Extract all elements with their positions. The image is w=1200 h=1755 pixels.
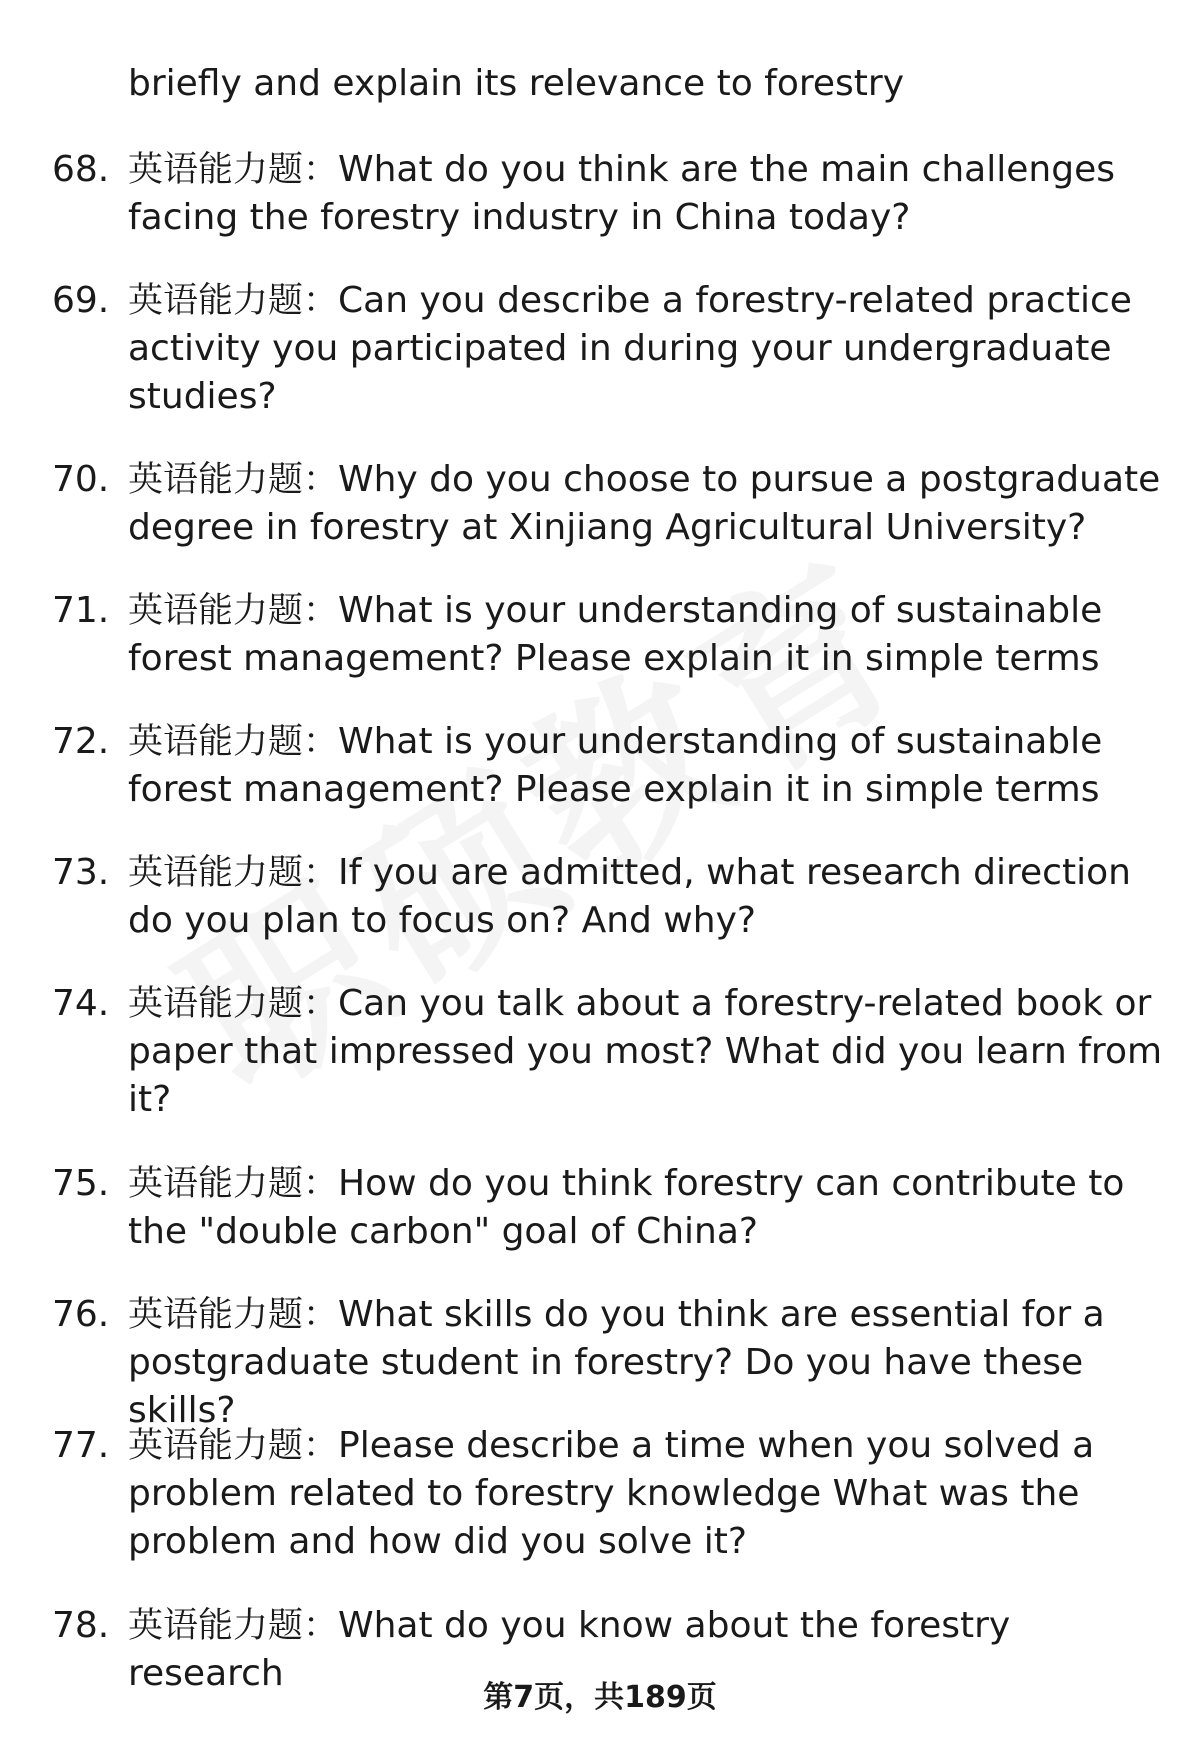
question-text: What is your understanding of sustainable forest management? Please explain it in simple terms [128, 590, 1103, 679]
question-text: Please describe a time when you solved a problem related to forestry knowledge What was the problem and how did you solve it? [128, 1425, 1095, 1562]
question-number: 77. [52, 1425, 110, 1466]
question-body [128, 277, 1168, 421]
question-text: If you are admitted, what research direction do you plan to focus on? And why? [128, 852, 1131, 941]
question-tag: 英语能力题： [128, 1295, 339, 1335]
question-text: Can you describe a forestry-related practice activity you participated in during your undergraduate studies? [128, 280, 1132, 417]
question-number: 74. [52, 983, 110, 1024]
question-body [128, 980, 1168, 1124]
question-tag: 英语能力题： [128, 281, 339, 321]
question-tag: 英语能力题： [128, 1164, 339, 1204]
question-tag: 英语能力题： [128, 722, 339, 762]
question-text: What do you think are the main challenges facing the forestry industry in China today? [128, 149, 1115, 238]
question-number: 73. [52, 852, 110, 893]
question-number: 71. [52, 590, 110, 631]
question-tag: 英语能力题： [128, 591, 339, 631]
question-text: What skills do you think are essential for a postgraduate student in forestry? Do you have these skills? [128, 1294, 1105, 1431]
question-tag: 英语能力题： [128, 853, 339, 893]
question-tag: 英语能力题： [128, 1606, 339, 1646]
question-body [128, 146, 1168, 242]
question-number: 72. [52, 721, 110, 762]
question-text: Why do you choose to pursue a postgraduate degree in forestry at Xinjiang Agricultural University? [128, 459, 1161, 548]
question-number: 75. [52, 1163, 110, 1204]
question-body [128, 1160, 1168, 1256]
question-text: What is your understanding of sustainable forest management? Please explain it in simple terms [128, 721, 1103, 810]
question-text: Can you talk about a forestry-related book or paper that impressed you most? What did you learn from it? [128, 983, 1163, 1120]
question-number: 70. [52, 459, 110, 500]
question-text: What do you know about the forestry research [128, 1605, 1011, 1694]
continuation-line: briefly and explain its relevance to forestry [128, 63, 905, 104]
question-number: 76. [52, 1294, 110, 1335]
question-body [128, 1291, 1168, 1435]
question-tag: 英语能力题： [128, 1426, 339, 1466]
question-number: 68. [52, 149, 110, 190]
page-footer: 第7页，共189页 [483, 1680, 717, 1715]
question-number: 69. [52, 280, 110, 321]
question-number: 78. [52, 1605, 110, 1646]
question-body [128, 849, 1168, 945]
question-body [128, 718, 1168, 814]
question-body [128, 587, 1168, 683]
question-body [128, 456, 1168, 552]
question-body [128, 1422, 1168, 1566]
question-text: How do you think forestry can contribute to the "double carbon" goal of China? [128, 1163, 1125, 1252]
question-tag: 英语能力题： [128, 460, 339, 500]
question-tag: 英语能力题： [128, 150, 339, 190]
question-tag: 英语能力题： [128, 984, 339, 1024]
